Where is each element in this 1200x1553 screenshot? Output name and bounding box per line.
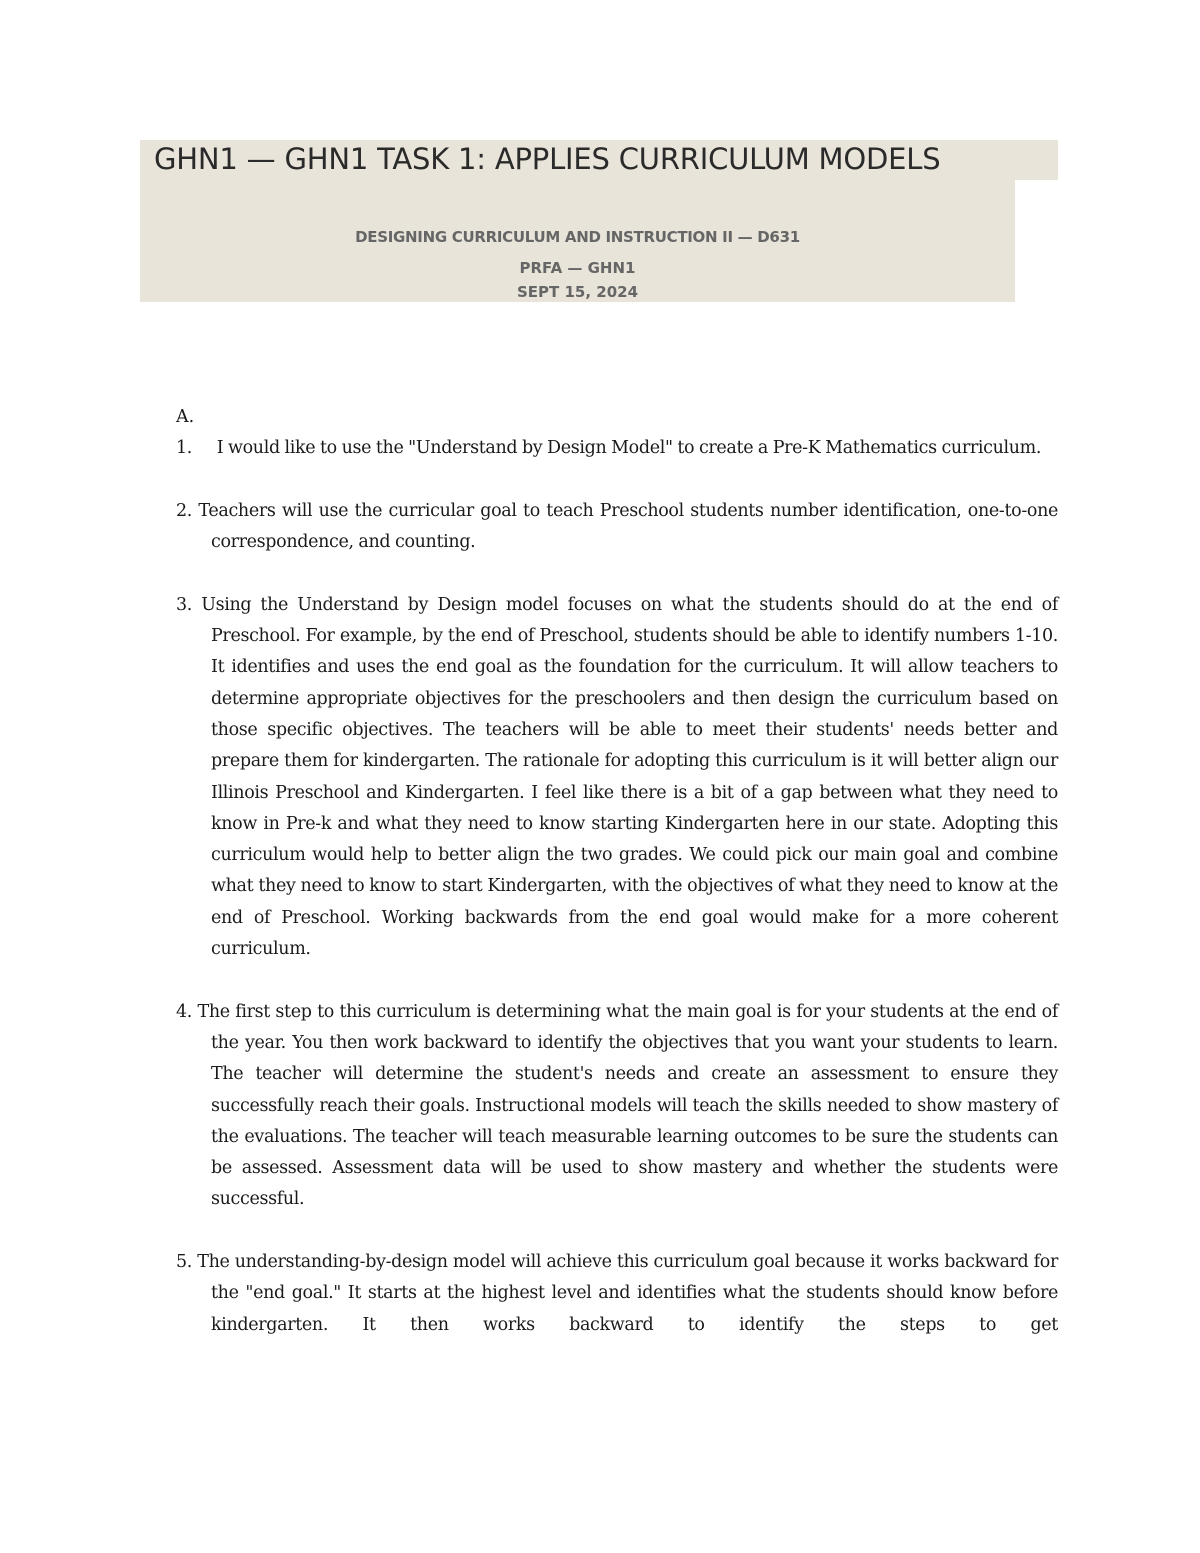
item-text: Using the Understand by Design model focuses on what the students should do at the end of Preschool. For example, by the end of Preschool, students should be able to identify numbers 1-10. It identifies and uses the end goal as the foundation for the curriculum. It will allow teachers to determine appropriate objectives for the preschoolers and then design the curriculum based on those specific objectives. The teachers will be able to meet their students' needs better and prepare them for kindergarten. The rationale for adopting this curriculum is it will better align our Illinois Preschool and Kindergarten. I feel like there is a bit of a gap between what they need to know in Pre-k and what they need to know starting Kindergarten here in our state. Adopting this curriculum would help to better align the two grades. We could pick our main goal and combine what they need to know to start Kindergarten, with the objectives of what they need to know at the end of Preschool. Working backwards from the end goal would make for a more coherent curriculum.	[201, 594, 1058, 960]
section-label: A.	[176, 407, 195, 427]
list-item-1	[176, 433, 1058, 464]
item-number: 5.	[176, 1252, 192, 1273]
document-title: GHN1 — GHN1 TASK 1: APPLIES CURRICULUM MODELS	[154, 142, 941, 176]
item-number: 4.	[176, 1001, 192, 1022]
list-item-5	[176, 1247, 1058, 1341]
item-text: The first step to this curriculum is determining what the main goal is for your students at the end of the year. You then work backward to identify the objectives that you want your students to learn. The teacher will determine the student's needs and create an assessment to ensure they successfully reach their goals. Instructional models will teach the skills needed to show mastery of the evaluations. The teacher will teach measurable learning outcomes to be sure the students can be assessed. Assessment data will be used to show mastery and whether the students were successful.	[197, 1001, 1058, 1210]
item-text: I would like to use the "Understand by Design Model" to create a Pre-K Mathematics curriculum.	[212, 438, 1042, 459]
item-number: 2.	[176, 500, 192, 521]
item-number: 3.	[176, 594, 192, 615]
list-item-4	[176, 997, 1058, 1216]
list-item-2	[176, 496, 1058, 559]
document-date: SEPT 15, 2024	[516, 283, 639, 301]
title-banner	[140, 140, 1058, 180]
course-name: DESIGNING CURRICULUM AND INSTRUCTION II — D631	[355, 228, 800, 246]
list-item-3	[176, 590, 1058, 966]
item-text: Teachers will use the curricular goal to teach Preschool students number identification, one-to-one correspondence, and counting.	[198, 500, 1059, 553]
document-body	[176, 402, 1058, 1341]
subtitle-block	[140, 179, 1015, 302]
item-text: The understanding-by-design model will achieve this curriculum goal because it works backward for the "end goal." It starts at the highest level and identifies what the students should know before kindergarten. It then works backward to identify the steps to get	[197, 1252, 1058, 1335]
item-number: 1.	[176, 438, 192, 459]
assessment-code: PRFA — GHN1	[519, 259, 636, 277]
